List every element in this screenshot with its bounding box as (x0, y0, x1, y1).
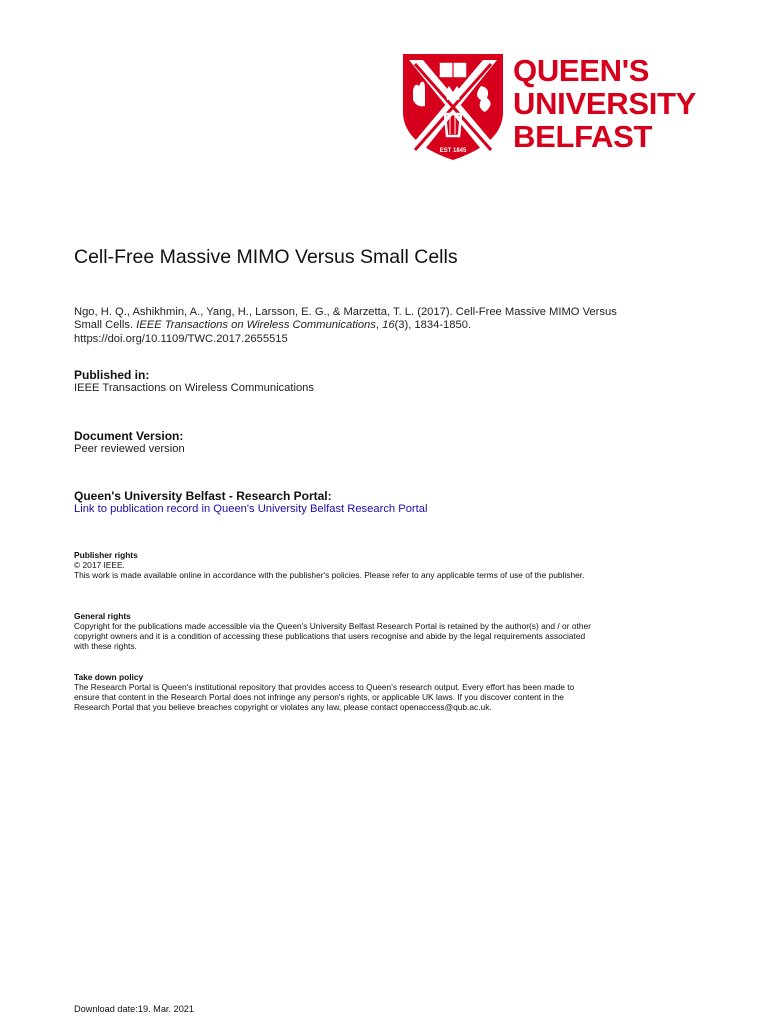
citation-sep: , (375, 319, 383, 332)
est-label: EST 1845 (439, 148, 467, 154)
citation-doi[interactable]: https://doi.org/10.1109/TWC.2017.2655515 (74, 332, 288, 345)
publisher-rights-line-1: © 2017 IEEE. (74, 560, 125, 570)
publication-record-link[interactable]: Link to publication record in Queen's University Belfast Research Portal (74, 502, 428, 515)
logo-line-1: QUEEN'S (513, 53, 650, 88)
logo-wordmark (513, 54, 696, 153)
citation-issue-pages: (3), 1834-1850. (394, 319, 472, 332)
citation-journal: IEEE Transactions on Wireless Communications (136, 319, 376, 332)
document-version-value: Peer reviewed version (74, 442, 185, 455)
citation-volume: 16 (382, 319, 395, 332)
general-rights-line-2: copyright owners and it is a condition of accessing these publications that users recognise and abide by the legal requirements associated (74, 631, 586, 641)
research-portal-heading: Queen's University Belfast - Research Portal: (74, 489, 332, 503)
document-version-heading: Document Version: (74, 429, 184, 443)
research-portal-section (74, 490, 427, 515)
queens-university-crest-icon (401, 52, 505, 162)
general-rights-section (74, 611, 714, 651)
citation-prefix: Small Cells. (74, 319, 137, 332)
publisher-rights-heading: Publisher rights (74, 550, 138, 560)
logo-line-3: BELFAST (513, 119, 653, 154)
published-in-value: IEEE Transactions on Wireless Communications (74, 381, 315, 394)
publisher-rights-line-2: This work is made available online in accordance with the publisher's policies. Please refer to any applicable terms of use of the publisher. (74, 570, 585, 580)
published-in-section (74, 369, 314, 394)
document-version-section (74, 430, 185, 455)
citation-line-1: Ngo, H. Q., Ashikhmin, A., Yang, H., Larsson, E. G., & Marzetta, T. L. (2017). Cell-Free Massive MIMO Versus (74, 306, 617, 318)
citation-line-2 (74, 319, 714, 332)
general-rights-heading: General rights (74, 611, 131, 621)
take-down-line-1: The Research Portal is Queen's institutional repository that provides access to Queen's research output. Every effort has been made to (74, 682, 575, 692)
document-title: Cell-Free Massive MIMO Versus Small Cells (74, 246, 458, 268)
publisher-rights-section (74, 550, 714, 580)
take-down-heading: Take down policy (74, 672, 144, 682)
general-rights-line-3: with these rights. (74, 641, 137, 651)
logo-line-2: UNIVERSITY (513, 86, 697, 121)
general-rights-line-1: Copyright for the publications made accessible via the Queen's University Belfast Research Portal is retained by the author(s) and / or other (74, 621, 591, 631)
citation (74, 306, 714, 346)
take-down-line-3: Research Portal that you believe breaches copyright or violates any law, please contact openaccess@qub.ac.uk. (74, 702, 492, 712)
take-down-line-2: ensure that content in the Research Portal does not infringe any person's rights, or applicable UK laws. If you discover content in the (74, 692, 564, 702)
download-date: Download date:19. Mar. 2021 (74, 1004, 195, 1014)
published-in-heading: Published in: (74, 368, 150, 382)
take-down-policy-section (74, 672, 714, 712)
university-logo (401, 52, 721, 162)
